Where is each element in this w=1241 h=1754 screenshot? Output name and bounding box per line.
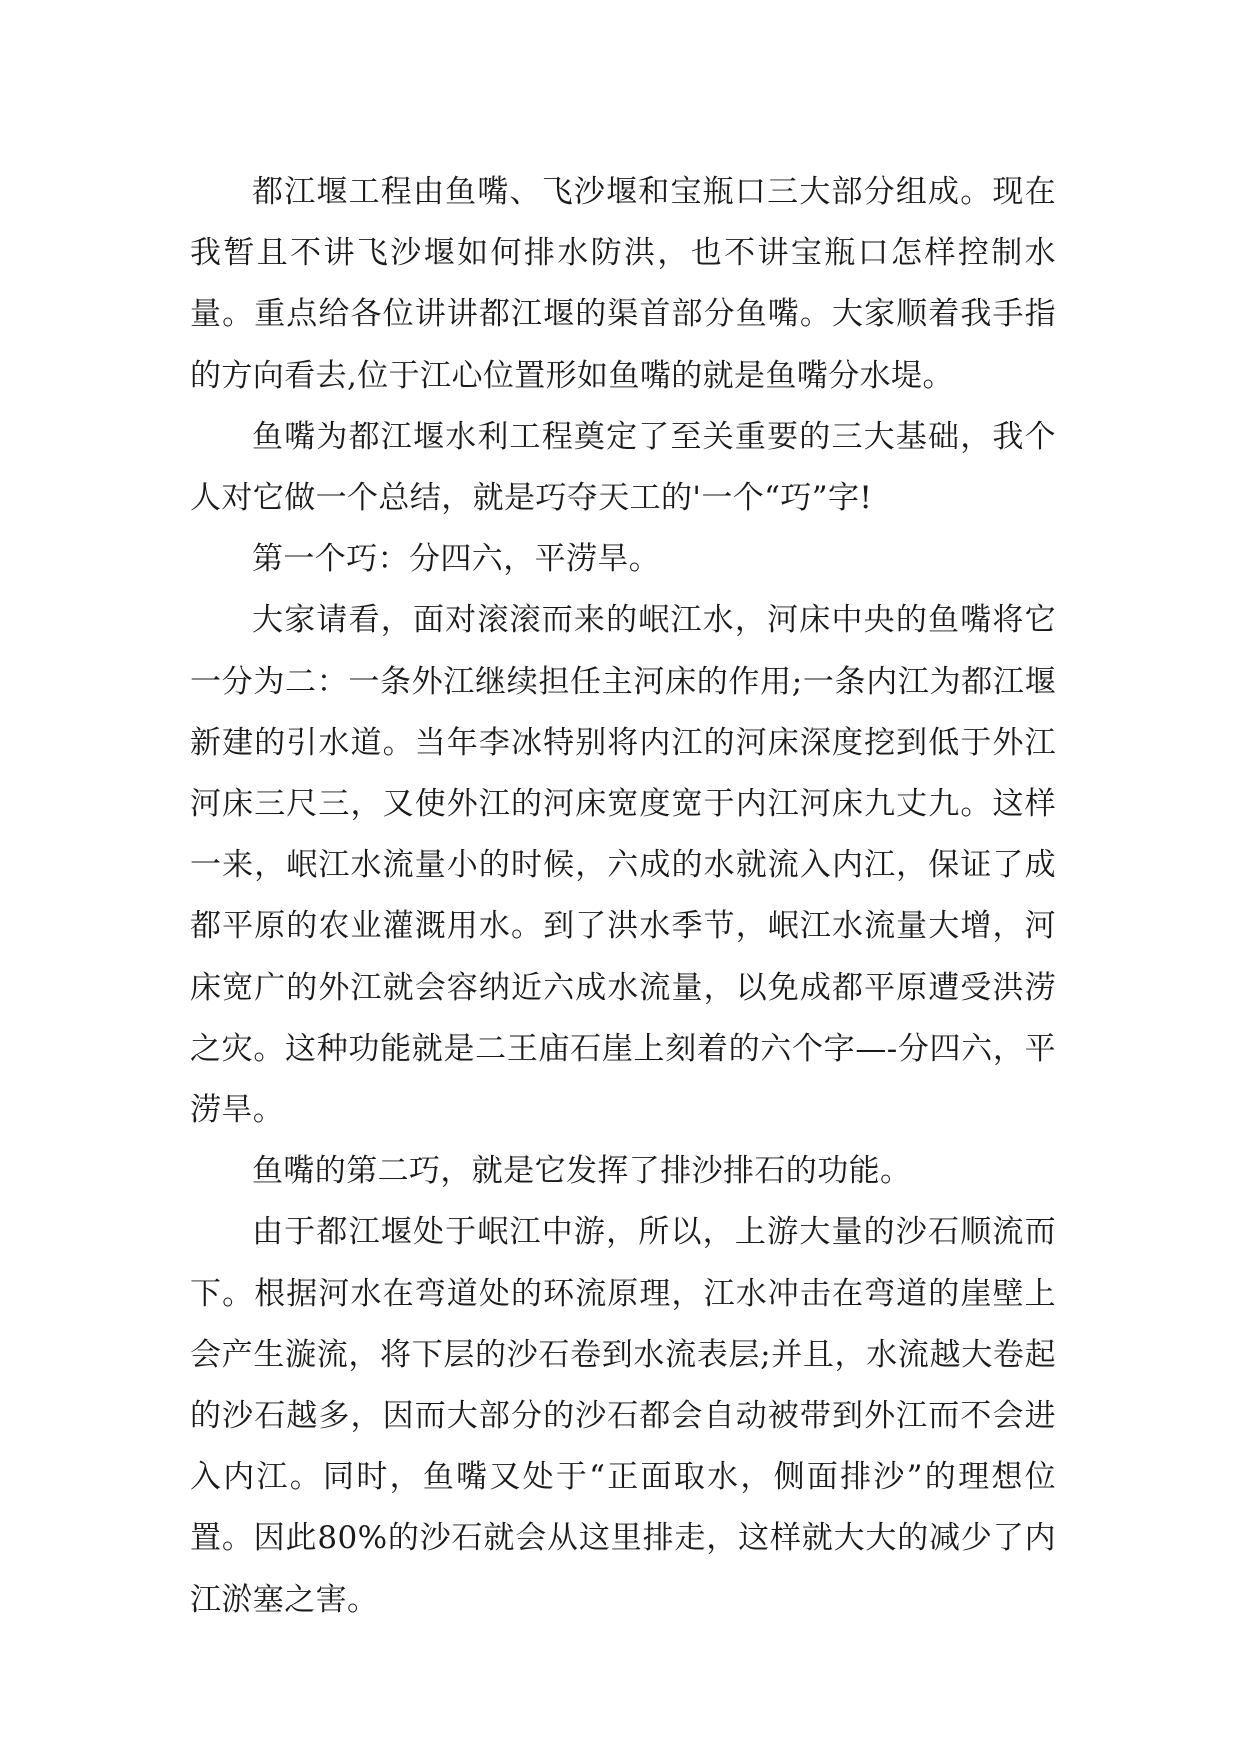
- paragraph-first-qiao-heading: 第一个巧：分四六，平涝旱。: [252, 541, 661, 578]
- paragraph-sand-discharge: 由于都江堰处于岷江中游，所以，上游大量的沙石顺流而下。根据河水在弯道处的环流原理，江水冲击在弯道的崖壁上会产生漩流，将下层的沙石卷到水流表层;并且，水流越大卷起的沙石越多，因而大部分的沙石都会自动被带到外江而不会进入内江。同时，鱼嘴又处于“正面取水，侧面排沙”的理想位置。因此80%的沙石就会从这里排走，这样就大大的减少了内江淤塞之害。: [190, 1214, 1056, 1618]
- document-body: [190, 162, 1056, 1631]
- paragraph-water-division: 大家请看，面对滚滚而来的岷江水，河床中央的鱼嘴将它一分为二：一条外江继续担任主河床的作用;一条内江为都江堰新建的引水道。当年李冰特别将内江的河床深度挖到低于外江河床三尺三，又使外江的河床宽度宽于内江河床九丈九。这样一来，岷江水流量小的时候，六成的水就流入内江，保证了成都平原的农业灌溉用水。到了洪水季节，岷江水流量大增，河床宽广的外江就会容纳近六成水流量，以免成都平原遭受洪涝之灾。这种功能就是二王庙石崖上刻着的六个字—-分四六，平涝旱。: [190, 602, 1056, 1129]
- paragraph-three-foundations: 鱼嘴为都江堰水利工程奠定了至关重要的三大基础，我个人对它做一个总结，就是巧夺天工的'一个“巧”字!: [190, 418, 1056, 517]
- paragraph-second-qiao-heading: 鱼嘴的第二巧，就是它发挥了排沙排石的功能。: [252, 1153, 912, 1190]
- paragraph-yuzui-intro: 都江堰工程由鱼嘴、飞沙堰和宝瓶口三大部分组成。现在我暂且不讲飞沙堰如何排水防洪，也不讲宝瓶口怎样控制水量。重点给各位讲讲都江堰的渠首部分鱼嘴。大家顺着我手指的方向看去,位于江心位置形如鱼嘴的就是鱼嘴分水堤。: [190, 174, 1056, 394]
